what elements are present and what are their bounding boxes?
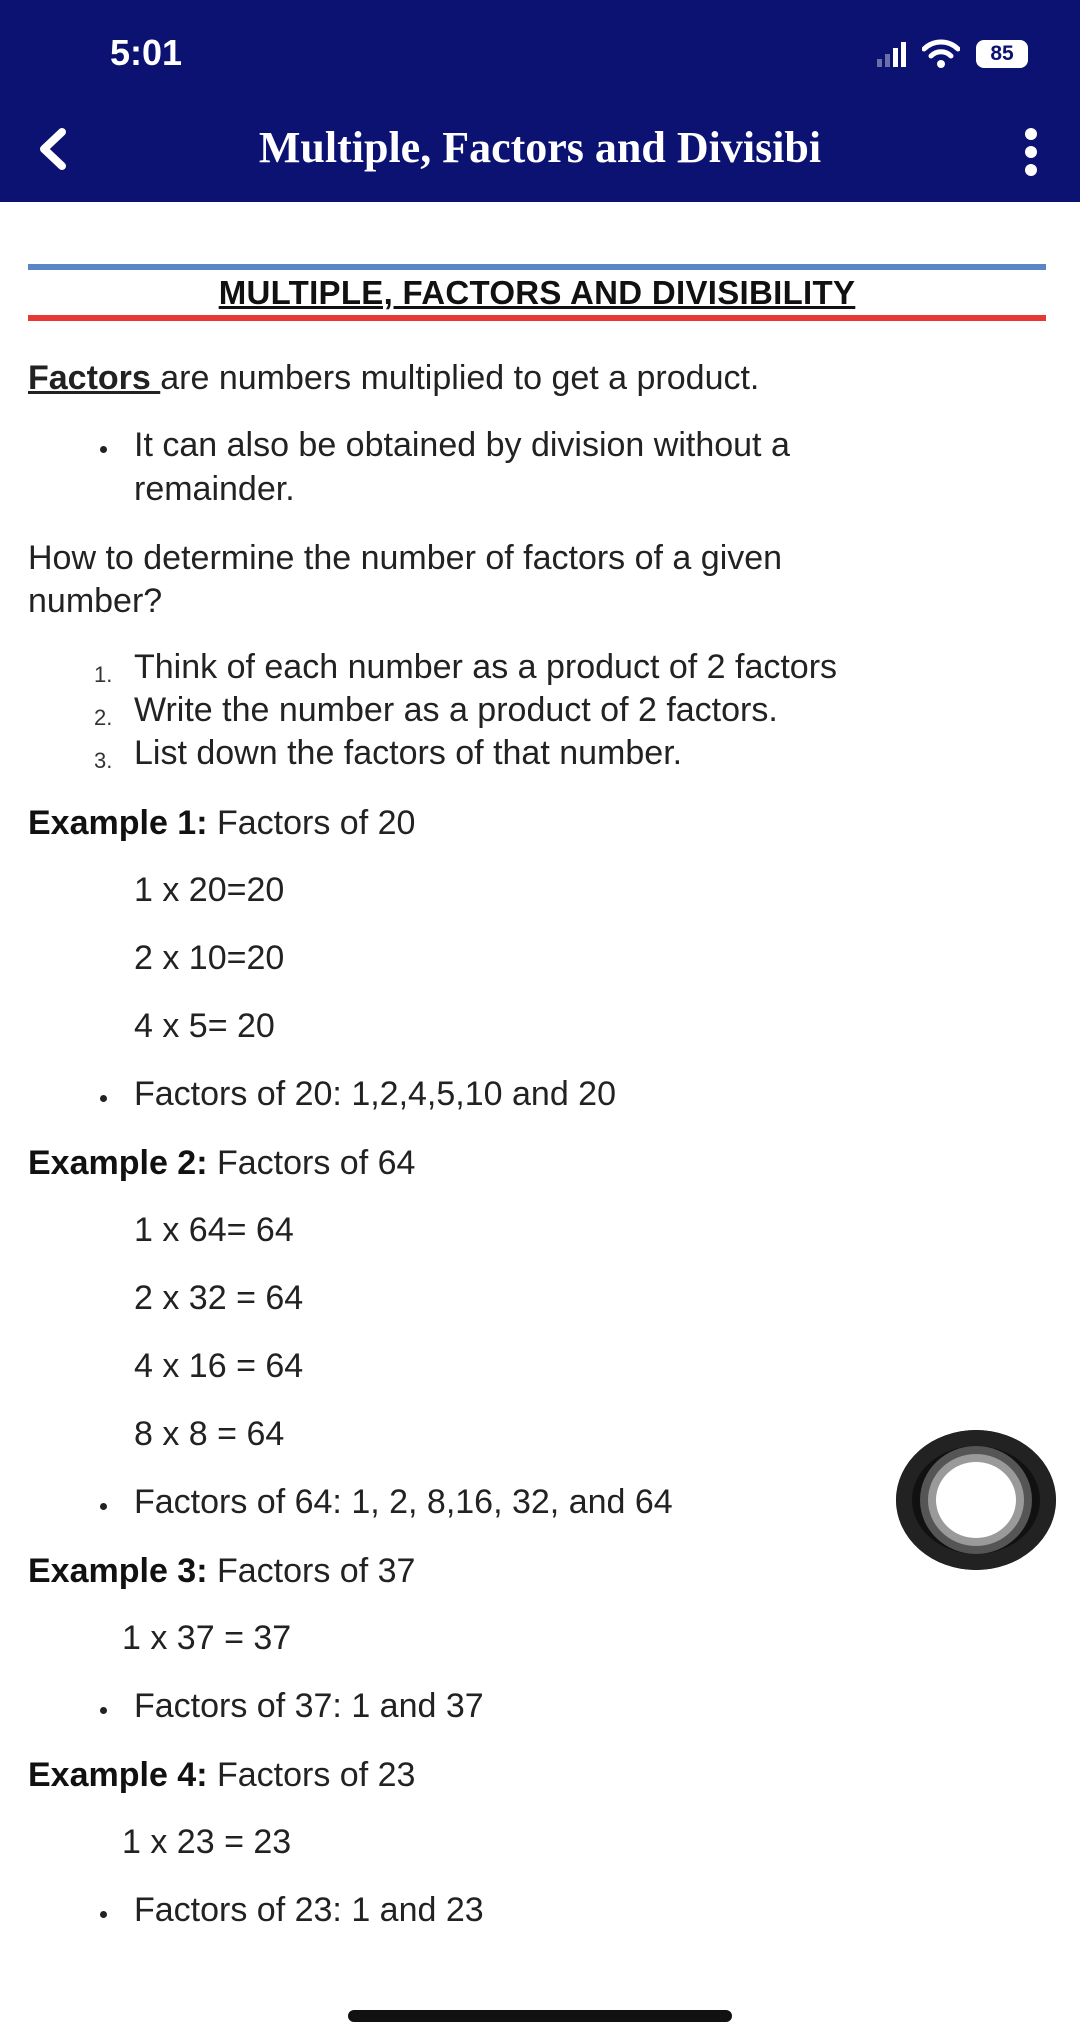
example-label: Example 2: [28,1144,208,1182]
equation-line: 2 x 32 = 64 [134,1279,304,1317]
example-label: Example 3: [28,1552,208,1590]
equation-line: 1 x 64= 64 [134,1211,294,1249]
intro-rest: are numbers multiplied to get a product. [160,359,760,397]
step-text: List down the factors of that number. [134,734,683,772]
equation-line: 8 x 8 = 64 [134,1415,285,1453]
battery-indicator: 85 [976,40,1028,68]
chevron-left-icon [30,124,80,174]
example-result: Factors of 64: 1, 2, 8,16, 32, and 64 [134,1483,673,1521]
example-result: Factors of 23: 1 and 23 [134,1891,484,1929]
example-label: Example 4: [28,1756,208,1794]
example-heading [28,1754,415,1796]
equation-line: 1 x 23 = 23 [122,1823,292,1861]
example-title: Factors of 20 [207,804,416,842]
floating-button-icon [936,1462,1016,1538]
more-options-button[interactable] [1018,128,1044,182]
step-text: Think of each number as a product of 2 factors [134,648,838,686]
step-text: Write the number as a product of 2 factors. [134,691,778,729]
example-title: Factors of 23 [207,1756,416,1794]
more-vertical-icon [1025,128,1037,140]
heading-bottom-rule [28,315,1046,321]
example-heading [28,1550,415,1592]
signal-icon [877,41,906,67]
home-indicator[interactable] [348,2010,732,2022]
question-line1: How to determine the number of factors of a given [28,539,783,577]
example-result: Factors of 20: 1,2,4,5,10 and 20 [134,1075,616,1113]
equation-line: 4 x 5= 20 [134,1007,275,1045]
wifi-icon [922,39,960,69]
step-number: 3. [94,748,113,773]
equation-line: 1 x 20=20 [134,871,285,909]
app-bar [0,0,1080,202]
question-line2: number? [28,582,163,620]
example-title: Factors of 37 [207,1552,416,1590]
example-title: Factors of 64 [207,1144,416,1182]
intro-bullet-line2: remainder. [134,470,295,508]
page-title: Multiple, Factors and Divisibi [258,123,822,172]
example-label: Example 1: [28,804,208,842]
status-icons [877,36,1028,72]
factors-term: Factors [28,359,161,397]
intro-text [28,357,759,399]
equation-line: 4 x 16 = 64 [134,1347,304,1385]
step-number: 2. [94,705,113,730]
heading-top-rule [28,264,1046,270]
equation-line: 2 x 10=20 [134,939,285,977]
floating-action-button[interactable] [896,1430,1056,1570]
step-number: 1. [94,662,113,687]
back-button[interactable] [30,124,80,174]
example-result: Factors of 37: 1 and 37 [134,1687,484,1725]
example-heading [28,802,415,844]
status-time: 5:01 [110,32,183,73]
equation-line: 1 x 37 = 37 [122,1619,292,1657]
intro-bullet-line1: It can also be obtained by division without a [134,426,790,464]
example-heading [28,1142,415,1184]
section-heading: MULTIPLE, FACTORS AND DIVISIBILITY [218,274,856,311]
article-content [0,202,1080,2040]
